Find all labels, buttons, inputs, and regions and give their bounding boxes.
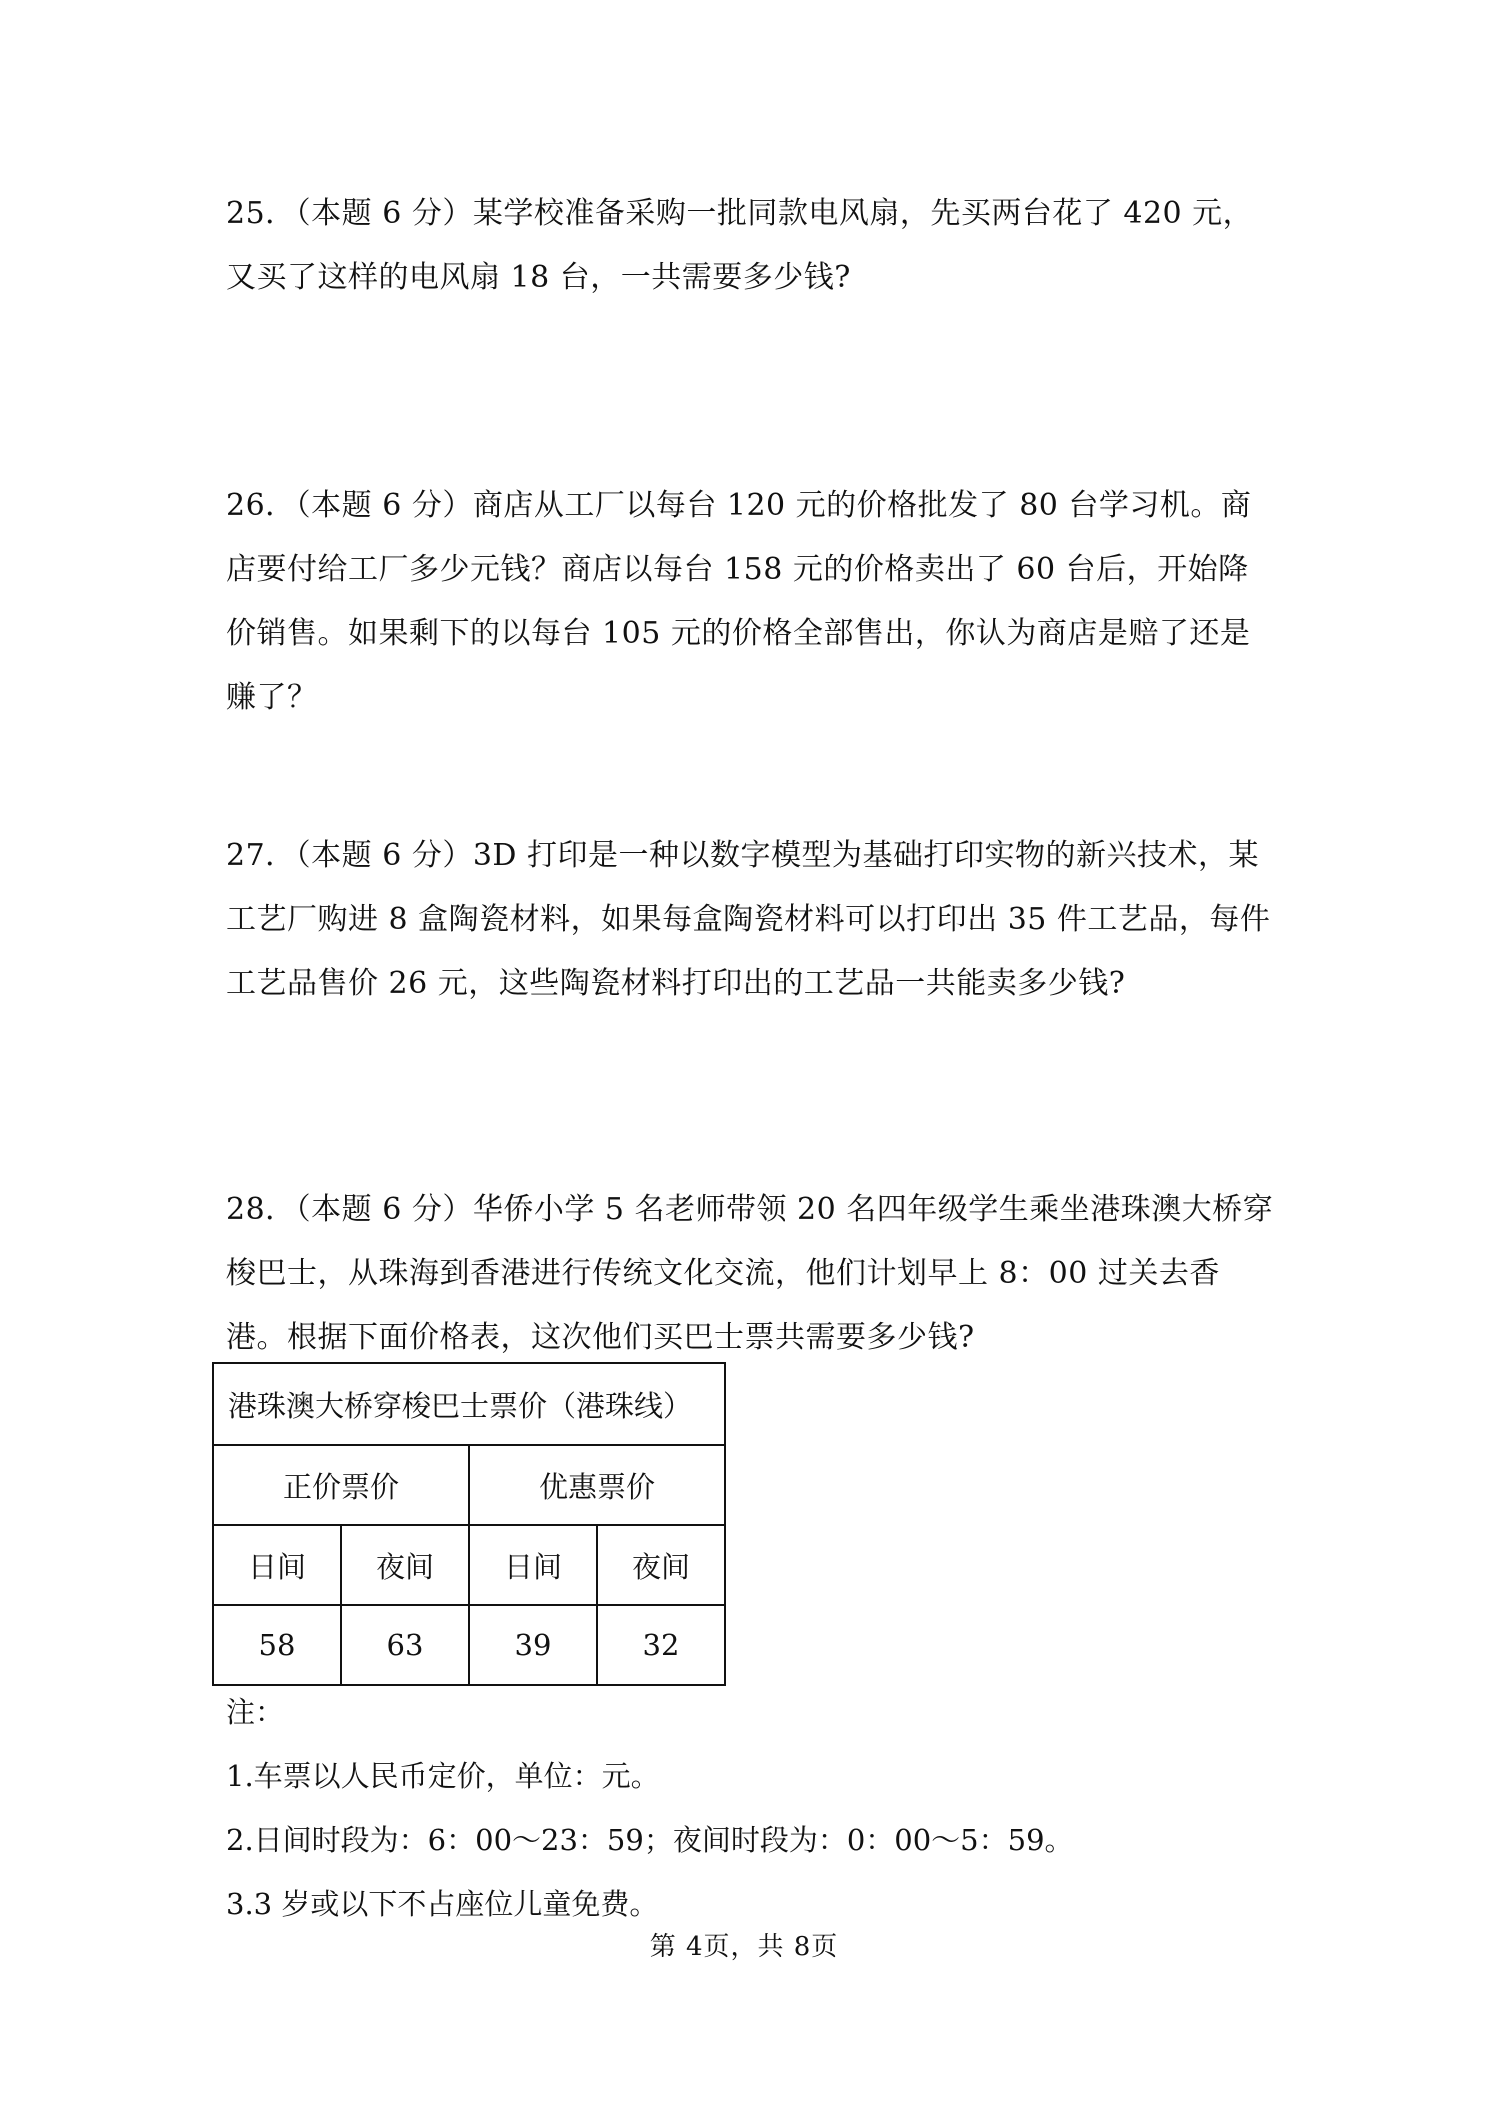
price-table-value: 32 [597, 1605, 725, 1685]
price-table-subheader: 夜间 [341, 1525, 469, 1605]
question-27: 27．（本题 6 分）3D 打印是一种以数字模型为基础打印实物的新兴技术，某工艺厂购进 8 盒陶瓷材料，如果每盒陶瓷材料可以打印出 35 件工艺品，每件工艺品售价 26 元，这些陶瓷材料打印出的工艺品一共能卖多少钱? [226, 838, 1271, 1001]
note-item: 3.3 岁或以下不占座位儿童免费。 [226, 1887, 659, 1921]
question-26: 26．（本题 6 分）商店从工厂以每台 120 元的价格批发了 80 台学习机。商店要付给工厂多少元钱？商店以每台 158 元的价格卖出了 60 台后，开始降价销售。如果剩下的以每台 105 元的价格全部售出，你认为商店是赔了还是赚了？ [226, 488, 1252, 715]
price-table-value: 63 [341, 1605, 469, 1685]
price-table-subheader: 日间 [213, 1525, 341, 1605]
table-notes [226, 1680, 1074, 1936]
bus-price-table [212, 1362, 726, 1686]
price-table-group-regular: 正价票价 [213, 1445, 469, 1525]
price-table-value: 39 [469, 1605, 597, 1685]
question-28: 28．（本题 6 分）华侨小学 5 名老师带领 20 名四年级学生乘坐港珠澳大桥穿梭巴士，从珠海到香港进行传统文化交流，他们计划早上 8：00 过关去香港。根据下面价格表，这次他们买巴士票共需要多少钱? [226, 1192, 1274, 1355]
note-item: 1.车票以人民币定价，单位：元。 [226, 1759, 660, 1793]
price-table-title: 港珠澳大桥穿梭巴士票价（港珠线） [213, 1363, 725, 1445]
page-footer: 第 4页，共 8页 [649, 1932, 839, 1962]
price-table-subheader: 日间 [469, 1525, 597, 1605]
notes-label: 注： [226, 1695, 285, 1729]
price-table-subheader: 夜间 [597, 1525, 725, 1605]
question-25: 25．（本题 6 分）某学校准备采购一批同款电风扇，先买两台花了 420 元，又买了这样的电风扇 18 台，一共需要多少钱? [226, 196, 1254, 295]
note-item: 2.日间时段为：6：00～23：59；夜间时段为：0：00～5：59。 [226, 1823, 1074, 1857]
price-table-value: 58 [213, 1605, 341, 1685]
price-table-group-discount: 优惠票价 [469, 1445, 725, 1525]
